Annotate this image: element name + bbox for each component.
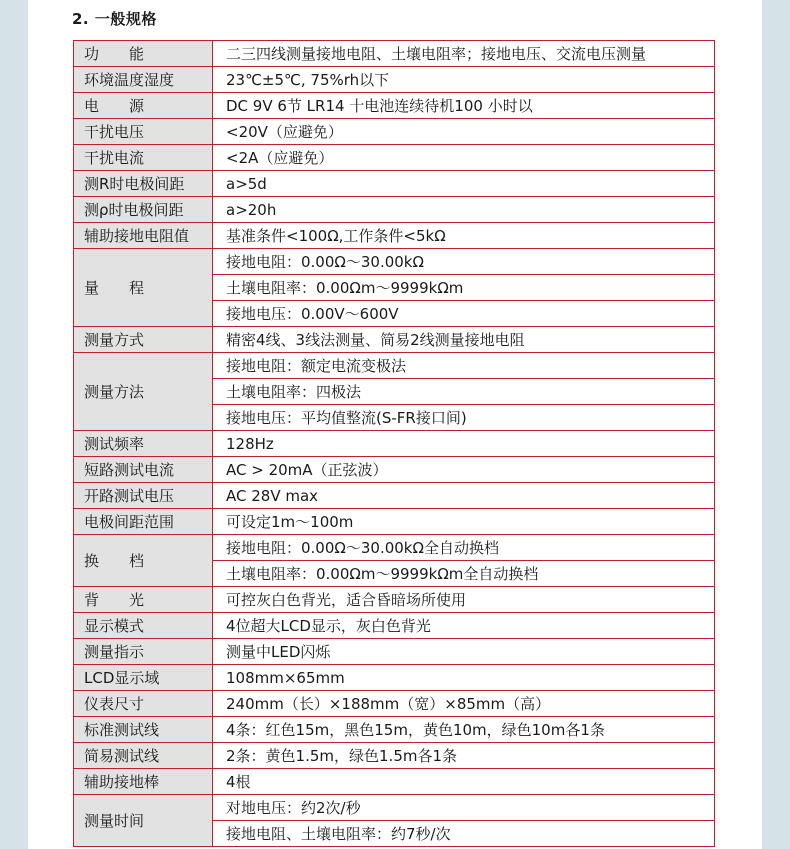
- spec-value: 2条：黄色1.5m，绿色1.5m各1条: [213, 743, 715, 769]
- spec-label: 换 档: [74, 535, 213, 587]
- spec-value: 可控灰白色背光，适合昏暗场所使用: [213, 587, 715, 613]
- spec-table: [73, 40, 715, 847]
- spec-label: 仪表尺寸: [74, 691, 213, 717]
- spec-value: 基准条件<100Ω,工作条件<5kΩ: [213, 223, 715, 249]
- spec-label: 测ρ时电极间距: [74, 197, 213, 223]
- spec-row: [74, 353, 715, 379]
- spec-label: 显示模式: [74, 613, 213, 639]
- spec-label: 测试频率: [74, 431, 213, 457]
- spec-row: [74, 743, 715, 769]
- spec-value: AC 28V max: [213, 483, 715, 509]
- spec-label: 辅助接地棒: [74, 769, 213, 795]
- spec-value: 土壤电阻率：四极法: [213, 379, 715, 405]
- spec-value: <20V（应避免）: [213, 119, 715, 145]
- spec-row: [74, 41, 715, 67]
- spec-value: a>5d: [213, 171, 715, 197]
- spec-value: 240mm（长）×188mm（宽）×85mm（高）: [213, 691, 715, 717]
- spec-label: 电 源: [74, 93, 213, 119]
- spec-value: 接地电阻、土壤电阻率：约7秒/次: [213, 821, 715, 847]
- spec-row: [74, 639, 715, 665]
- spec-row: [74, 587, 715, 613]
- spec-row: [74, 509, 715, 535]
- spec-row: [74, 613, 715, 639]
- spec-label: 短路测试电流: [74, 457, 213, 483]
- spec-label: 测量指示: [74, 639, 213, 665]
- spec-label: LCD显示域: [74, 665, 213, 691]
- spec-row: [74, 769, 715, 795]
- spec-row: [74, 67, 715, 93]
- spec-value: 接地电压：平均值整流(S-FR接口间): [213, 405, 715, 431]
- spec-row: [74, 223, 715, 249]
- spec-value: 测量中LED闪烁: [213, 639, 715, 665]
- spec-value: DC 9V 6节 LR14 十电池连续待机100 小时以: [213, 93, 715, 119]
- spec-value: 4根: [213, 769, 715, 795]
- spec-label: 量 程: [74, 249, 213, 327]
- spec-label: 干扰电流: [74, 145, 213, 171]
- spec-value: 108mm×65mm: [213, 665, 715, 691]
- spec-row: [74, 795, 715, 821]
- spec-label: 电极间距范围: [74, 509, 213, 535]
- spec-row: [74, 327, 715, 353]
- spec-row: [74, 665, 715, 691]
- spec-label: 简易测试线: [74, 743, 213, 769]
- spec-label: 测量时间: [74, 795, 213, 847]
- spec-value: 土壤电阻率：0.00Ωm～9999kΩm全自动换档: [213, 561, 715, 587]
- spec-label: 辅助接地电阻值: [74, 223, 213, 249]
- spec-row: [74, 535, 715, 561]
- spec-value: 接地电阻：0.00Ω～30.00kΩ: [213, 249, 715, 275]
- spec-label: 测R时电极间距: [74, 171, 213, 197]
- spec-label: 开路测试电压: [74, 483, 213, 509]
- spec-row: [74, 119, 715, 145]
- spec-label: 环境温度湿度: [74, 67, 213, 93]
- spec-row: [74, 171, 715, 197]
- spec-row: [74, 145, 715, 171]
- spec-label: 背 光: [74, 587, 213, 613]
- spec-row: [74, 457, 715, 483]
- spec-label: 功 能: [74, 41, 213, 67]
- spec-label: 标准测试线: [74, 717, 213, 743]
- spec-row: [74, 691, 715, 717]
- spec-value: AC > 20mA（正弦波）: [213, 457, 715, 483]
- spec-value: a>20h: [213, 197, 715, 223]
- spec-value: 精密4线、3线法测量、简易2线测量接地电阻: [213, 327, 715, 353]
- document-page: [28, 0, 762, 849]
- spec-table-body: [74, 41, 715, 847]
- spec-value: <2A（应避免）: [213, 145, 715, 171]
- spec-value: 土壤电阻率：0.00Ωm～9999kΩm: [213, 275, 715, 301]
- spec-value: 4条：红色15m，黑色15m，黄色10m，绿色10m各1条: [213, 717, 715, 743]
- spec-label: 测量方法: [74, 353, 213, 431]
- spec-value: 接地电阻：0.00Ω～30.00kΩ全自动换档: [213, 535, 715, 561]
- spec-row: [74, 93, 715, 119]
- spec-value: 23℃±5℃, 75%rh以下: [213, 67, 715, 93]
- spec-value: 对地电压：约2次/秒: [213, 795, 715, 821]
- spec-value: 128Hz: [213, 431, 715, 457]
- spec-value: 4位超大LCD显示，灰白色背光: [213, 613, 715, 639]
- spec-value: 接地电阻：额定电流变极法: [213, 353, 715, 379]
- spec-value: 二三四线测量接地电阻、土壤电阻率；接地电压、交流电压测量: [213, 41, 715, 67]
- spec-row: [74, 197, 715, 223]
- spec-row: [74, 249, 715, 275]
- spec-value: 可设定1m～100m: [213, 509, 715, 535]
- spec-value: 接地电压：0.00V～600V: [213, 301, 715, 327]
- spec-row: [74, 431, 715, 457]
- spec-row: [74, 717, 715, 743]
- spec-label: 干扰电压: [74, 119, 213, 145]
- spec-row: [74, 483, 715, 509]
- spec-label: 测量方式: [74, 327, 213, 353]
- section-title: 2. 一般规格: [72, 10, 157, 28]
